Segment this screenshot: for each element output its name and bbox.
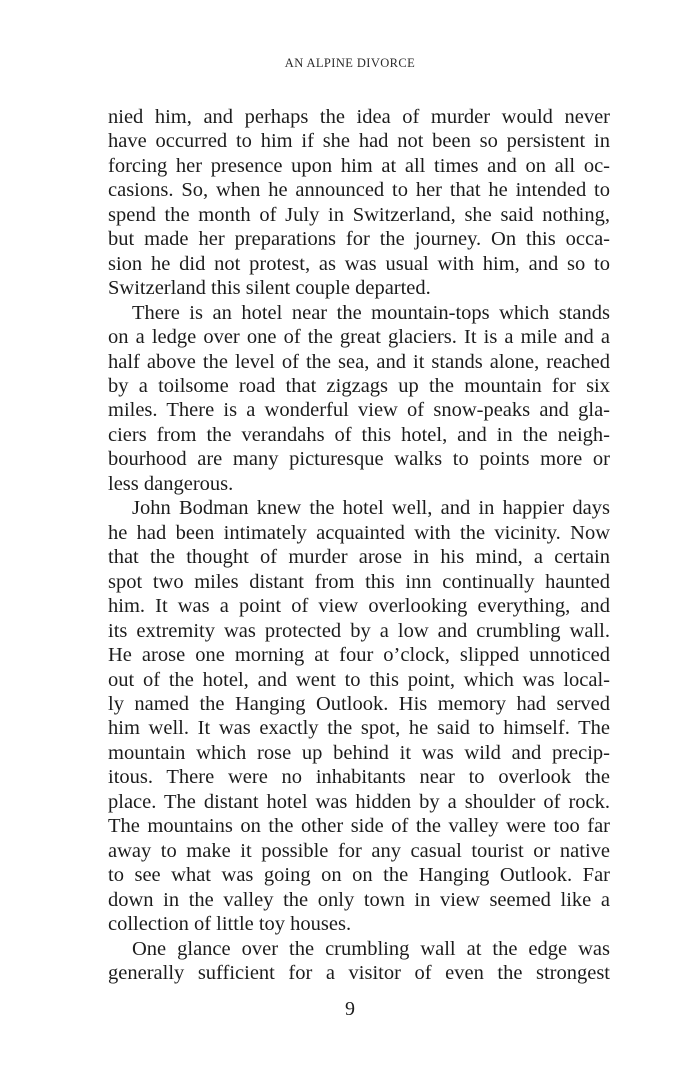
- text-line: away to make it possible for any casual tourist or native: [108, 840, 610, 862]
- text-line: spend the month of July in Switzerland, she said nothing,: [108, 204, 610, 226]
- text-line: There is an hotel near the mountain-tops which stands: [132, 302, 610, 324]
- text-line: ly named the Hanging Outlook. His memory had served: [108, 693, 610, 715]
- text-line: miles. There is a wonderful view of snow-peaks and gla-: [108, 399, 610, 421]
- text-line: ciers from the verandahs of this hotel, and in the neigh-: [108, 424, 610, 446]
- text-line: The mountains on the other side of the valley were too far: [108, 815, 610, 837]
- running-head: AN ALPINE DIVORCE: [284, 56, 416, 70]
- text-line: spot two miles distant from this inn continually haunted: [108, 571, 610, 593]
- text-line: nied him, and perhaps the idea of murder would never: [108, 106, 610, 128]
- text-line: Switzerland this silent couple departed.: [108, 277, 431, 299]
- text-line: itous. There were no inhabitants near to overlook the: [108, 766, 610, 788]
- text-line: sion he did not protest, as was usual with him, and so to: [108, 253, 610, 275]
- text-line: by a toilsome road that zigzags up the mountain for six: [108, 375, 610, 397]
- text-line: him. It was a point of view overlooking everything, and: [108, 595, 610, 617]
- text-line: on a ledge over one of the great glaciers. It is a mile and a: [108, 326, 610, 348]
- text-line: its extremity was protected by a low and crumbling wall.: [108, 620, 610, 642]
- page-number: 9: [345, 998, 355, 1020]
- text-line: John Bodman knew the hotel well, and in happier days: [132, 497, 610, 519]
- text-line: He arose one morning at four o’clock, slipped unnoticed: [108, 644, 610, 666]
- text-line: down in the valley the only town in view seemed like a: [108, 889, 610, 911]
- text-line: half above the level of the sea, and it stands alone, reached: [108, 351, 610, 373]
- text-line: bourhood are many picturesque walks to points more or: [108, 448, 610, 470]
- text-line: collection of little toy houses.: [108, 913, 352, 935]
- text-line: have occurred to him if she had not been so persistent in: [108, 130, 610, 152]
- text-line: place. The distant hotel was hidden by a shoulder of rock.: [108, 791, 610, 813]
- text-line: generally sufficient for a visitor of even the strongest: [108, 962, 610, 984]
- text-line: out of the hotel, and went to this point, which was local-: [108, 669, 610, 691]
- text-line: to see what was going on on the Hanging Outlook. Far: [108, 864, 610, 886]
- text-line: casions. So, when he announced to her that he intended to: [108, 179, 610, 201]
- text-line: mountain which rose up behind it was wild and precip-: [108, 742, 610, 764]
- text-line: he had been intimately acquainted with the vicinity. Now: [108, 522, 610, 544]
- text-line: that the thought of murder arose in his mind, a certain: [108, 546, 610, 568]
- text-line: One glance over the crumbling wall at the edge was: [132, 938, 610, 960]
- text-line: less dangerous.: [108, 473, 234, 495]
- text-line: him well. It was exactly the spot, he said to himself. The: [108, 717, 610, 739]
- text-line: forcing her presence upon him at all times and on all oc-: [108, 155, 610, 177]
- text-line: but made her preparations for the journey. On this occa-: [108, 228, 610, 250]
